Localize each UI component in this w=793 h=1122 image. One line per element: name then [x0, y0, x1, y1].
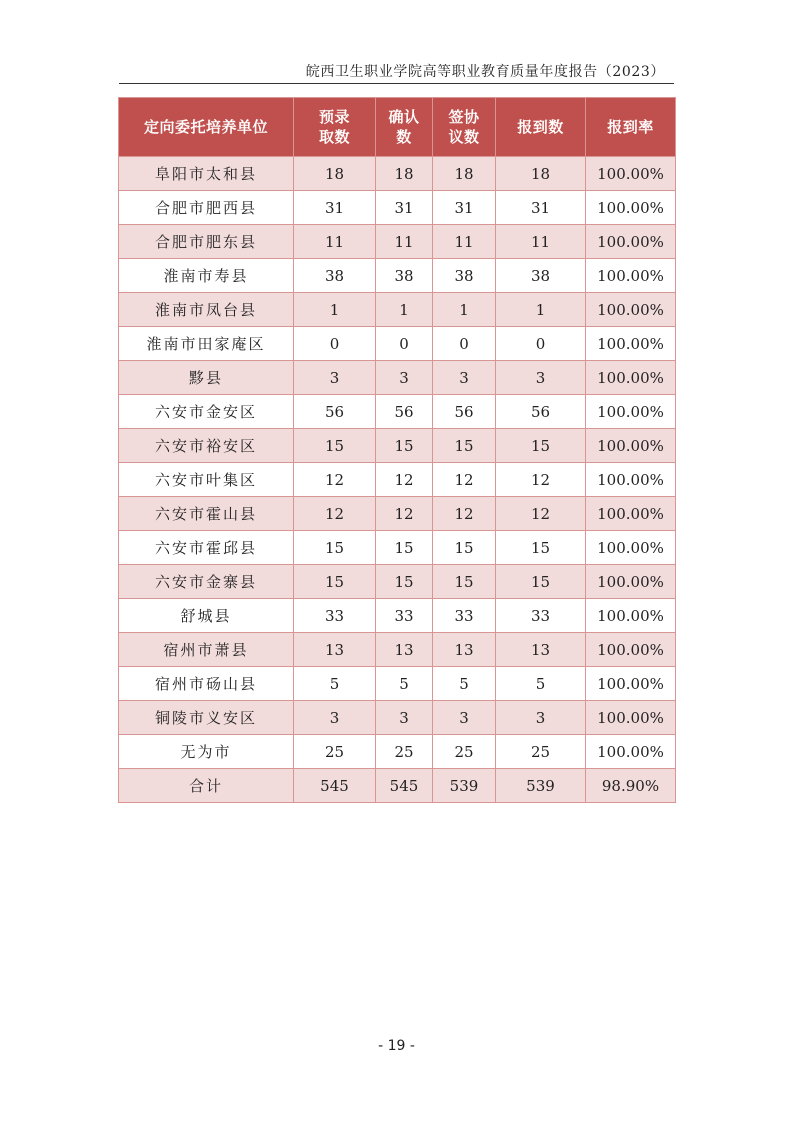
cell-prerecorded: 3	[294, 361, 376, 395]
cell-confirmed: 33	[376, 599, 433, 633]
report-header-title: 皖西卫生职业学院高等职业教育质量年度报告（2023）	[305, 64, 665, 80]
cell-reported: 11	[496, 225, 586, 259]
cell-prerecorded: 25	[294, 735, 376, 769]
table-row	[119, 293, 676, 327]
column-header-reported: 报到数	[496, 98, 586, 157]
cell-reported: 3	[496, 701, 586, 735]
cell-unit: 六安市霍山县	[119, 497, 294, 531]
table-row	[119, 497, 676, 531]
cell-unit: 合肥市肥西县	[119, 191, 294, 225]
cell-unit: 六安市裕安区	[119, 429, 294, 463]
cell-confirmed: 1	[376, 293, 433, 327]
cell-reported: 38	[496, 259, 586, 293]
cell-rate: 100.00%	[586, 497, 676, 531]
cell-signed: 12	[433, 497, 496, 531]
cell-prerecorded: 56	[294, 395, 376, 429]
cell-rate: 100.00%	[586, 463, 676, 497]
cell-rate: 100.00%	[586, 157, 676, 191]
table-row	[119, 225, 676, 259]
cell-rate: 100.00%	[586, 565, 676, 599]
cell-reported: 15	[496, 429, 586, 463]
table-row	[119, 701, 676, 735]
cell-rate: 100.00%	[586, 395, 676, 429]
cell-prerecorded: 1	[294, 293, 376, 327]
cell-prerecorded: 33	[294, 599, 376, 633]
cell-rate: 100.00%	[586, 531, 676, 565]
cell-confirmed: 25	[376, 735, 433, 769]
table-row	[119, 667, 676, 701]
cell-signed: 12	[433, 463, 496, 497]
table-row	[119, 429, 676, 463]
cell-unit: 无为市	[119, 735, 294, 769]
cell-signed: 56	[433, 395, 496, 429]
cell-prerecorded: 15	[294, 565, 376, 599]
table-row	[119, 735, 676, 769]
cell-signed: 1	[433, 293, 496, 327]
column-header-unit: 定向委托培养单位	[119, 98, 294, 157]
cell-reported: 18	[496, 157, 586, 191]
cell-signed: 0	[433, 327, 496, 361]
table-row	[119, 633, 676, 667]
cell-signed: 3	[433, 701, 496, 735]
cell-confirmed: 3	[376, 701, 433, 735]
cell-reported: 13	[496, 633, 586, 667]
cell-confirmed: 3	[376, 361, 433, 395]
cell-prerecorded: 3	[294, 701, 376, 735]
cell-unit: 六安市金安区	[119, 395, 294, 429]
cell-rate: 100.00%	[586, 361, 676, 395]
cell-unit: 淮南市田家庵区	[119, 327, 294, 361]
cell-reported: 31	[496, 191, 586, 225]
cell-signed: 539	[433, 769, 496, 803]
cell-prerecorded: 13	[294, 633, 376, 667]
cell-reported: 5	[496, 667, 586, 701]
cell-unit: 阜阳市太和县	[119, 157, 294, 191]
cell-confirmed: 545	[376, 769, 433, 803]
cell-prerecorded: 15	[294, 531, 376, 565]
table-row	[119, 191, 676, 225]
cell-prerecorded: 12	[294, 463, 376, 497]
cell-confirmed: 56	[376, 395, 433, 429]
cell-signed: 5	[433, 667, 496, 701]
cell-unit: 六安市霍邱县	[119, 531, 294, 565]
cell-confirmed: 15	[376, 565, 433, 599]
table-row	[119, 157, 676, 191]
table-row	[119, 327, 676, 361]
cell-rate: 100.00%	[586, 701, 676, 735]
cell-reported: 25	[496, 735, 586, 769]
cell-signed: 13	[433, 633, 496, 667]
cell-confirmed: 15	[376, 429, 433, 463]
table-row	[119, 463, 676, 497]
cell-rate: 100.00%	[586, 191, 676, 225]
cell-prerecorded: 38	[294, 259, 376, 293]
cell-rate: 100.00%	[586, 667, 676, 701]
table-row	[119, 599, 676, 633]
cell-rate: 98.90%	[586, 769, 676, 803]
cell-unit: 合计	[119, 769, 294, 803]
cell-rate: 100.00%	[586, 633, 676, 667]
cell-reported: 12	[496, 497, 586, 531]
cell-confirmed: 0	[376, 327, 433, 361]
cell-reported: 15	[496, 565, 586, 599]
cell-confirmed: 38	[376, 259, 433, 293]
cell-rate: 100.00%	[586, 259, 676, 293]
cell-signed: 25	[433, 735, 496, 769]
enrollment-table	[118, 97, 676, 803]
cell-unit: 宿州市萧县	[119, 633, 294, 667]
cell-unit: 黟县	[119, 361, 294, 395]
header-divider	[119, 83, 674, 84]
table-total-row	[119, 769, 676, 803]
cell-prerecorded: 11	[294, 225, 376, 259]
cell-reported: 15	[496, 531, 586, 565]
cell-reported: 56	[496, 395, 586, 429]
column-header-rate: 报到率	[586, 98, 676, 157]
cell-unit: 铜陵市义安区	[119, 701, 294, 735]
cell-prerecorded: 545	[294, 769, 376, 803]
cell-rate: 100.00%	[586, 735, 676, 769]
table-row	[119, 531, 676, 565]
cell-reported: 33	[496, 599, 586, 633]
cell-confirmed: 11	[376, 225, 433, 259]
cell-prerecorded: 15	[294, 429, 376, 463]
column-header-confirmed: 确认 数	[376, 98, 433, 157]
cell-prerecorded: 5	[294, 667, 376, 701]
cell-confirmed: 12	[376, 463, 433, 497]
cell-unit: 六安市叶集区	[119, 463, 294, 497]
cell-reported: 1	[496, 293, 586, 327]
cell-signed: 11	[433, 225, 496, 259]
cell-unit: 六安市金寨县	[119, 565, 294, 599]
cell-prerecorded: 0	[294, 327, 376, 361]
cell-unit: 合肥市肥东县	[119, 225, 294, 259]
cell-signed: 38	[433, 259, 496, 293]
cell-reported: 3	[496, 361, 586, 395]
cell-rate: 100.00%	[586, 327, 676, 361]
cell-prerecorded: 31	[294, 191, 376, 225]
cell-signed: 15	[433, 565, 496, 599]
cell-signed: 33	[433, 599, 496, 633]
cell-confirmed: 12	[376, 497, 433, 531]
cell-signed: 31	[433, 191, 496, 225]
cell-confirmed: 15	[376, 531, 433, 565]
page-number: - 19 -	[378, 1038, 415, 1054]
cell-rate: 100.00%	[586, 293, 676, 327]
table-row	[119, 565, 676, 599]
cell-rate: 100.00%	[586, 225, 676, 259]
cell-prerecorded: 12	[294, 497, 376, 531]
cell-reported: 0	[496, 327, 586, 361]
cell-confirmed: 13	[376, 633, 433, 667]
cell-unit: 宿州市砀山县	[119, 667, 294, 701]
table-row	[119, 395, 676, 429]
cell-unit: 舒城县	[119, 599, 294, 633]
column-header-signed: 签协 议数	[433, 98, 496, 157]
table-row	[119, 361, 676, 395]
cell-reported: 12	[496, 463, 586, 497]
cell-signed: 15	[433, 429, 496, 463]
cell-unit: 淮南市凤台县	[119, 293, 294, 327]
cell-unit: 淮南市寿县	[119, 259, 294, 293]
column-header-prerecorded: 预录 取数	[294, 98, 376, 157]
cell-rate: 100.00%	[586, 429, 676, 463]
cell-rate: 100.00%	[586, 599, 676, 633]
cell-signed: 18	[433, 157, 496, 191]
table-row	[119, 259, 676, 293]
cell-signed: 3	[433, 361, 496, 395]
table-header-row	[119, 98, 676, 157]
cell-confirmed: 31	[376, 191, 433, 225]
cell-reported: 539	[496, 769, 586, 803]
cell-signed: 15	[433, 531, 496, 565]
cell-confirmed: 5	[376, 667, 433, 701]
cell-prerecorded: 18	[294, 157, 376, 191]
cell-confirmed: 18	[376, 157, 433, 191]
